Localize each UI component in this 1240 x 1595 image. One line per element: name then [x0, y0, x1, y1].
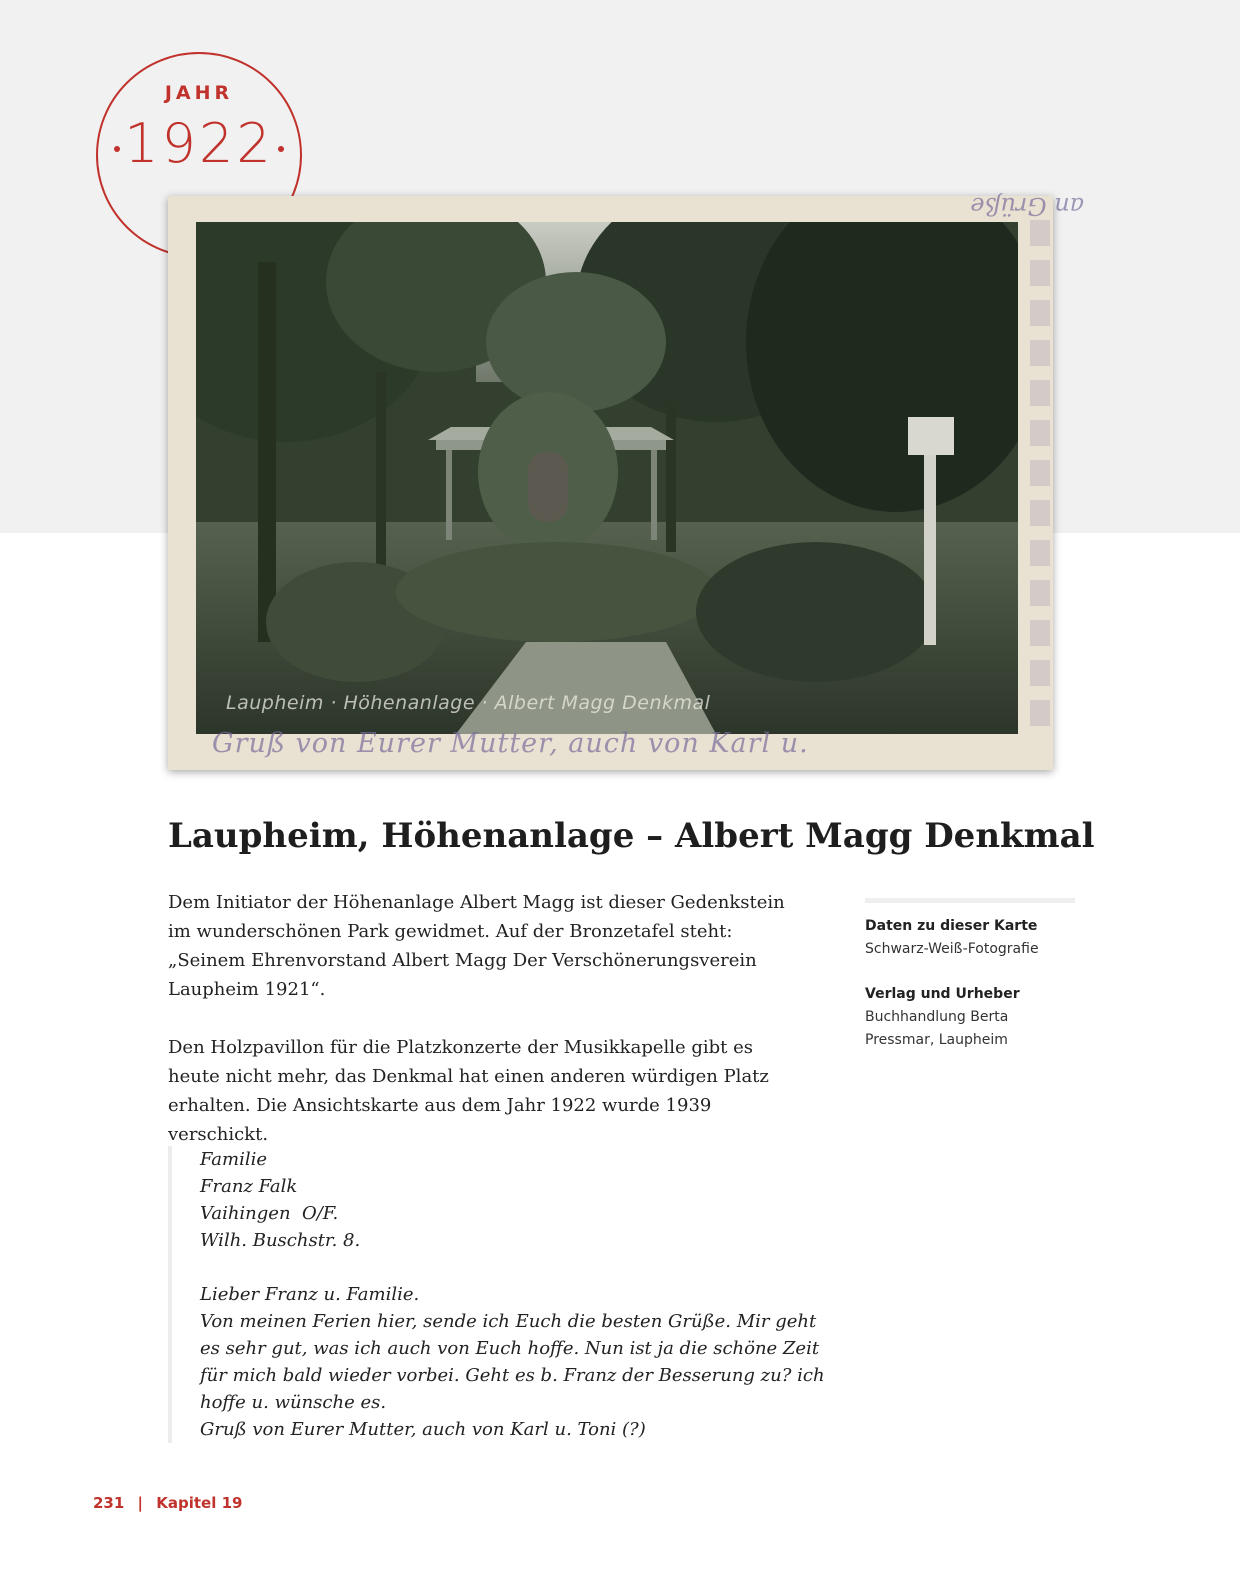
postcard-image — [168, 192, 1084, 770]
card-data-block — [865, 915, 1075, 961]
card-info-sidebar — [865, 898, 1075, 1074]
photo-caption: Laupheim · Höhenanlage · Albert Magg Denkmal — [226, 692, 711, 714]
article-paragraph: Den Holzpavillon für die Platzkonzerte der Musikkapelle gibt es heute nicht mehr, das Denkmal hat einen anderen würdigen Platz erhalten. Die Ansichtskarte aus dem Jahr 1922 wurde 1939 verschickt. — [168, 1037, 769, 1145]
postcard-handwriting-bottom: Gruß von Eurer Mutter, auch von Karl u. — [212, 728, 809, 759]
publisher-value: Buchhandlung Berta Pressmar, Laupheim — [865, 1009, 1009, 1048]
letter-body-line: Gruß von Eurer Mutter, auch von Karl u. Toni (?) — [200, 1419, 646, 1440]
stamp-dot-right — [278, 146, 284, 152]
postcard-handwriting-side — [1030, 220, 1050, 740]
stamp-label: JAHR — [164, 82, 234, 104]
park-photo-illustration — [196, 222, 1018, 734]
card-data-value: Schwarz-Weiß-Fotografie — [865, 941, 1039, 957]
page-footer — [93, 1494, 242, 1512]
letter-gap — [200, 1254, 840, 1281]
publisher-label: Verlag und Urheber — [865, 986, 1020, 1002]
stamp-dot-left — [114, 146, 120, 152]
footer-separator: | — [137, 1494, 144, 1512]
chapter-label: Kapitel 19 — [156, 1494, 243, 1512]
stamp-year: 1922 — [124, 112, 274, 175]
letter-body-line: Von meinen Ferien hier, sende ich Euch die besten Grüße. Mir geht es sehr gut, was ich auch von Euch hoffe. Nun ist ja die schöne Zeit für mich bald wieder vorbei. Geht es b. Franz der Besserung zu? ich hoffe u. wünsche es. — [200, 1311, 825, 1413]
publisher-block — [865, 983, 1075, 1052]
page-number: 231 — [93, 1494, 125, 1512]
letter-transcription — [168, 1146, 840, 1443]
article-body — [168, 888, 808, 1178]
letter-address-line: Franz Falk — [200, 1176, 298, 1197]
article-paragraph: Dem Initiator der Höhenanlage Albert Magg ist dieser Gedenkstein im wunderschönen Park gewidmet. Auf der Bronzetafel steht: „Seinem Ehrenvorstand Albert Magg Der Verschönerungsverein Laupheim 1921“. — [168, 892, 785, 1000]
postcard-handwriting-top: an Grüße — [970, 192, 1084, 220]
letter-address-line: Vaihingen O/F. — [200, 1203, 339, 1224]
card-data-label: Daten zu dieser Karte — [865, 918, 1038, 934]
postcard-photo — [196, 222, 1018, 734]
letter-address-line: Wilh. Buschstr. 8. — [200, 1230, 361, 1251]
letter-body-line: Lieber Franz u. Familie. — [200, 1284, 420, 1305]
letter-address-line: Familie — [200, 1149, 267, 1170]
article-title: Laupheim, Höhenanlage – Albert Magg Denkmal — [168, 816, 1095, 856]
